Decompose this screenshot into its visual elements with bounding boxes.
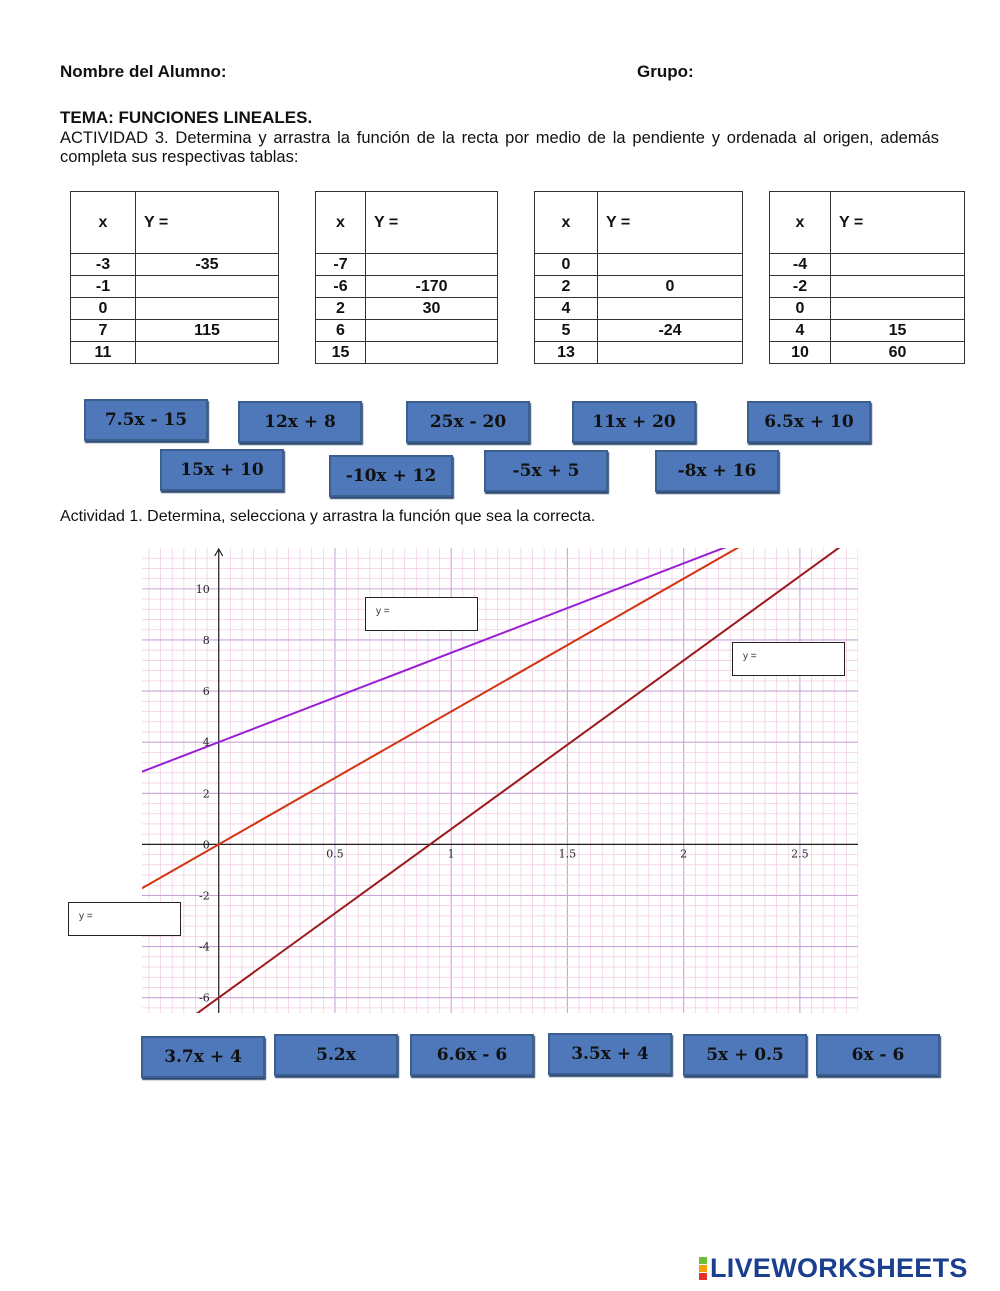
topic-title: TEMA: FUNCIONES LINEALES. — [60, 108, 313, 127]
x-tick-label: 1.5 — [558, 847, 577, 861]
y-tick-label: 10 — [195, 582, 210, 596]
table-x-cell: 0 — [71, 298, 136, 320]
y-tick-label: 2 — [202, 787, 210, 801]
activity-1-title: Actividad 1. Determina, selecciona y arrastra la función que sea la correcta. — [60, 508, 596, 525]
table-x-cell: 2 — [535, 276, 598, 298]
value-table-2 — [315, 191, 498, 364]
table-x-cell: 4 — [535, 298, 598, 320]
y-tick-label: 6 — [202, 685, 210, 699]
option-chip[interactable]: -10x + 12 — [329, 455, 453, 497]
table-y-header: Y = — [831, 192, 965, 254]
table-x-cell: 0 — [535, 254, 598, 276]
table-x-header: x — [535, 192, 598, 254]
table-y-cell[interactable]: 115 — [136, 320, 279, 342]
table-y-cell[interactable]: -35 — [136, 254, 279, 276]
table-x-cell: -2 — [770, 276, 831, 298]
option-chip[interactable]: 6.5x + 10 — [747, 401, 871, 443]
logo-square — [699, 1273, 707, 1280]
value-table-3 — [534, 191, 743, 364]
option-chip[interactable]: 5x + 0.5 — [683, 1034, 807, 1076]
table-y-cell[interactable]: 0 — [598, 276, 743, 298]
table-x-cell: 5 — [535, 320, 598, 342]
x-tick-label: 2 — [680, 847, 688, 861]
table-y-cell[interactable]: 15 — [831, 320, 965, 342]
table-x-cell: 0 — [770, 298, 831, 320]
graph-grid — [142, 548, 858, 1013]
group-label: Grupo: — [637, 62, 694, 81]
table-y-cell[interactable] — [598, 254, 743, 276]
y-tick-label: -6 — [198, 991, 210, 1005]
table-y-cell[interactable]: 30 — [366, 298, 498, 320]
table-y-header: Y = — [366, 192, 498, 254]
table-x-header: x — [770, 192, 831, 254]
table-y-cell[interactable]: -170 — [366, 276, 498, 298]
table-x-cell: -3 — [71, 254, 136, 276]
x-tick-label: 1 — [447, 847, 455, 861]
table-y-cell[interactable] — [831, 254, 965, 276]
graph-axes — [142, 549, 858, 1013]
x-tick-label: 0.5 — [326, 847, 344, 861]
option-chip[interactable]: 15x + 10 — [160, 449, 284, 491]
table-y-cell[interactable] — [366, 342, 498, 364]
table-x-header: x — [316, 192, 366, 254]
table-y-header: Y = — [136, 192, 279, 254]
table-y-cell[interactable]: 60 — [831, 342, 965, 364]
table-x-cell: 4 — [770, 320, 831, 342]
option-chip[interactable]: 12x + 8 — [238, 401, 362, 443]
table-x-cell: -4 — [770, 254, 831, 276]
table-x-cell: 11 — [71, 342, 136, 364]
table-y-cell[interactable] — [598, 298, 743, 320]
table-x-cell: 13 — [535, 342, 598, 364]
table-x-cell: -6 — [316, 276, 366, 298]
y-tick-label: 0 — [202, 838, 210, 852]
line-graph — [142, 548, 858, 1013]
table-x-cell: 2 — [316, 298, 366, 320]
table-y-cell[interactable] — [136, 342, 279, 364]
option-chip[interactable]: 25x - 20 — [406, 401, 530, 443]
table-y-cell[interactable]: -24 — [598, 320, 743, 342]
table-x-cell: -7 — [316, 254, 366, 276]
option-chip[interactable]: 6.6x - 6 — [410, 1034, 534, 1076]
liveworksheets-logo — [699, 1253, 968, 1284]
table-y-header: Y = — [598, 192, 743, 254]
option-chip[interactable]: 5.2x — [274, 1034, 398, 1076]
student-name-label: Nombre del Alumno: — [60, 62, 227, 81]
table-y-cell[interactable] — [366, 320, 498, 342]
table-x-cell: 15 — [316, 342, 366, 364]
table-y-cell[interactable] — [366, 254, 498, 276]
value-table-1 — [70, 191, 279, 364]
y-tick-label: 8 — [202, 633, 210, 647]
option-chip[interactable]: -5x + 5 — [484, 450, 608, 492]
x-tick-label: 2.5 — [791, 847, 809, 861]
option-chip[interactable]: -8x + 16 — [655, 450, 779, 492]
value-table-4 — [769, 191, 965, 364]
brand-name: LIVEWORKSHEETS — [710, 1253, 968, 1283]
table-x-cell: -1 — [71, 276, 136, 298]
activity-3-instructions: ACTIVIDAD 3. Determina y arrastra la función de la recta por medio de la pendiente y ordenada al origen, además completa sus respectivas tablas: — [60, 129, 939, 166]
y-tick-label: -4 — [198, 940, 210, 954]
option-chip[interactable]: 3.7x + 4 — [141, 1036, 265, 1078]
answer-box-purple-line[interactable]: y = — [365, 597, 478, 631]
table-x-header: x — [71, 192, 136, 254]
series-line-dark-red — [142, 548, 858, 1013]
option-chip[interactable]: 3.5x + 4 — [548, 1033, 672, 1075]
option-chip[interactable]: 6x - 6 — [816, 1034, 940, 1076]
graph-lines — [142, 548, 858, 1013]
table-y-cell[interactable] — [136, 298, 279, 320]
option-chip[interactable]: 7.5x - 15 — [84, 399, 208, 441]
y-tick-label: 4 — [202, 736, 210, 750]
logo-square — [699, 1265, 707, 1272]
y-tick-label: -2 — [198, 889, 210, 903]
table-x-cell: 7 — [71, 320, 136, 342]
table-y-cell[interactable] — [136, 276, 279, 298]
logo-square — [699, 1257, 707, 1264]
logo-mark-icon — [699, 1257, 707, 1280]
table-y-cell[interactable] — [598, 342, 743, 364]
answer-box-orange-line[interactable]: y = — [68, 902, 181, 936]
table-x-cell: 10 — [770, 342, 831, 364]
table-y-cell[interactable] — [831, 298, 965, 320]
option-chip[interactable]: 11x + 20 — [572, 401, 696, 443]
table-x-cell: 6 — [316, 320, 366, 342]
table-y-cell[interactable] — [831, 276, 965, 298]
answer-box-dark-red-line[interactable]: y = — [732, 642, 845, 676]
